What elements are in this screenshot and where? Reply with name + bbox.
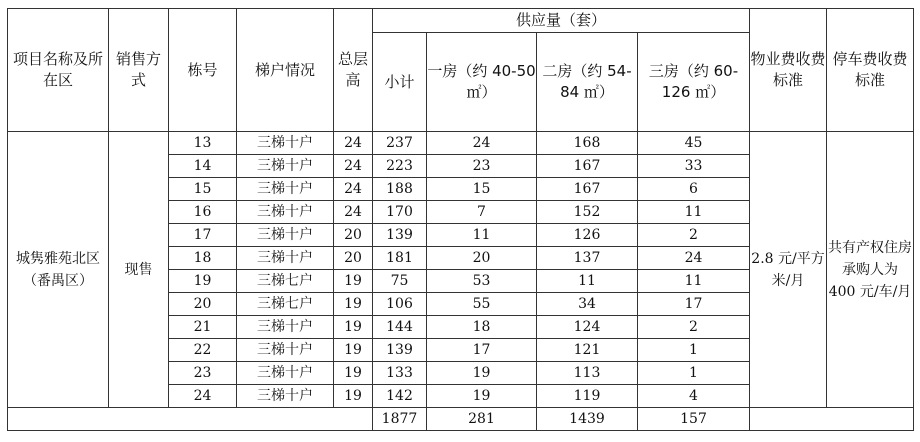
cell-elevator: 三梯十户 xyxy=(237,132,334,155)
cell-subtotal: 144 xyxy=(373,316,427,339)
cell-two: 113 xyxy=(537,362,638,385)
header-supply-group: 供应量（套） xyxy=(373,9,750,33)
cell-subtotal: 139 xyxy=(373,339,427,362)
cell-one: 19 xyxy=(427,385,537,408)
cell-elevator: 三梯十户 xyxy=(237,201,334,224)
cell-two: 119 xyxy=(537,385,638,408)
cell-three: 45 xyxy=(638,132,750,155)
cell-floors: 20 xyxy=(334,247,373,270)
cell-three: 17 xyxy=(638,293,750,316)
cell-elevator: 三梯七户 xyxy=(237,293,334,316)
totals-blank-cell xyxy=(8,408,373,431)
cell-three: 11 xyxy=(638,201,750,224)
cell-elevator: 三梯十户 xyxy=(237,247,334,270)
cell-subtotal: 133 xyxy=(373,362,427,385)
cell-building: 20 xyxy=(169,293,237,316)
cell-one: 18 xyxy=(427,316,537,339)
cell-one: 53 xyxy=(427,270,537,293)
cell-building: 13 xyxy=(169,132,237,155)
header-sales-mode: 销售方式 xyxy=(109,9,169,132)
table-body xyxy=(8,132,914,431)
cell-floors: 24 xyxy=(334,132,373,155)
totals-row xyxy=(8,408,914,431)
header-three-room: 三房（约 60-126 ㎡） xyxy=(638,33,750,132)
cell-two: 11 xyxy=(537,270,638,293)
cell-elevator: 三梯十户 xyxy=(237,385,334,408)
cell-building: 22 xyxy=(169,339,237,362)
header-property-fee: 物业费收费标准 xyxy=(750,9,827,132)
cell-elevator: 三梯十户 xyxy=(237,224,334,247)
header-parking-fee: 停车费收费标准 xyxy=(827,9,914,132)
cell-one: 15 xyxy=(427,178,537,201)
property-fee-cell: 2.8 元/平方米/月 xyxy=(750,132,827,408)
cell-floors: 24 xyxy=(334,155,373,178)
total-subtotal: 1877 xyxy=(373,408,427,431)
cell-three: 4 xyxy=(638,385,750,408)
cell-elevator: 三梯十户 xyxy=(237,178,334,201)
cell-building: 21 xyxy=(169,316,237,339)
cell-two: 167 xyxy=(537,178,638,201)
header-project: 项目名称及所在区 xyxy=(8,9,109,132)
cell-subtotal: 170 xyxy=(373,201,427,224)
cell-elevator: 三梯十户 xyxy=(237,362,334,385)
project-name-cell: 城隽雅苑北区（番禺区） xyxy=(8,132,109,408)
cell-floors: 19 xyxy=(334,270,373,293)
cell-one: 55 xyxy=(427,293,537,316)
cell-one: 24 xyxy=(427,132,537,155)
cell-building: 15 xyxy=(169,178,237,201)
cell-floors: 20 xyxy=(334,224,373,247)
cell-floors: 19 xyxy=(334,362,373,385)
cell-subtotal: 237 xyxy=(373,132,427,155)
header-subtotal: 小计 xyxy=(373,33,427,132)
cell-elevator: 三梯十户 xyxy=(237,316,334,339)
cell-three: 2 xyxy=(638,224,750,247)
header-elevator-units: 梯户情况 xyxy=(237,9,334,132)
cell-three: 33 xyxy=(638,155,750,178)
cell-one: 11 xyxy=(427,224,537,247)
table-row xyxy=(8,132,914,155)
cell-elevator: 三梯十户 xyxy=(237,339,334,362)
cell-building: 18 xyxy=(169,247,237,270)
cell-three: 6 xyxy=(638,178,750,201)
header-one-room: 一房（约 40-50 ㎡） xyxy=(427,33,537,132)
cell-three: 11 xyxy=(638,270,750,293)
cell-one: 19 xyxy=(427,362,537,385)
cell-subtotal: 142 xyxy=(373,385,427,408)
cell-two: 126 xyxy=(537,224,638,247)
cell-two: 34 xyxy=(537,293,638,316)
cell-subtotal: 139 xyxy=(373,224,427,247)
cell-floors: 19 xyxy=(334,316,373,339)
cell-two: 121 xyxy=(537,339,638,362)
header-two-room: 二房（约 54-84 ㎡） xyxy=(537,33,638,132)
cell-subtotal: 75 xyxy=(373,270,427,293)
cell-two: 167 xyxy=(537,155,638,178)
cell-floors: 19 xyxy=(334,293,373,316)
cell-building: 23 xyxy=(169,362,237,385)
cell-floors: 19 xyxy=(334,385,373,408)
cell-building: 16 xyxy=(169,201,237,224)
cell-one: 7 xyxy=(427,201,537,224)
cell-subtotal: 223 xyxy=(373,155,427,178)
cell-building: 14 xyxy=(169,155,237,178)
cell-three: 1 xyxy=(638,339,750,362)
cell-one: 17 xyxy=(427,339,537,362)
cell-elevator: 三梯七户 xyxy=(237,270,334,293)
header-building-no: 栋号 xyxy=(169,9,237,132)
cell-floors: 24 xyxy=(334,178,373,201)
total-two: 1439 xyxy=(537,408,638,431)
cell-building: 19 xyxy=(169,270,237,293)
cell-elevator: 三梯十户 xyxy=(237,155,334,178)
cell-one: 20 xyxy=(427,247,537,270)
sales-mode-cell: 现售 xyxy=(109,132,169,408)
cell-two: 137 xyxy=(537,247,638,270)
cell-floors: 24 xyxy=(334,201,373,224)
cell-two: 152 xyxy=(537,201,638,224)
cell-floors: 19 xyxy=(334,339,373,362)
supply-table xyxy=(7,8,914,431)
cell-subtotal: 181 xyxy=(373,247,427,270)
cell-building: 24 xyxy=(169,385,237,408)
cell-three: 1 xyxy=(638,362,750,385)
cell-building: 17 xyxy=(169,224,237,247)
totals-blank-cell-right xyxy=(750,408,914,431)
cell-two: 168 xyxy=(537,132,638,155)
header-total-floors: 总层高 xyxy=(334,9,373,132)
total-three: 157 xyxy=(638,408,750,431)
parking-fee-cell: 共有产权住房承购人为 400 元/车/月 xyxy=(827,132,914,408)
cell-one: 23 xyxy=(427,155,537,178)
cell-three: 2 xyxy=(638,316,750,339)
cell-subtotal: 106 xyxy=(373,293,427,316)
cell-subtotal: 188 xyxy=(373,178,427,201)
cell-two: 124 xyxy=(537,316,638,339)
total-one: 281 xyxy=(427,408,537,431)
cell-three: 24 xyxy=(638,247,750,270)
